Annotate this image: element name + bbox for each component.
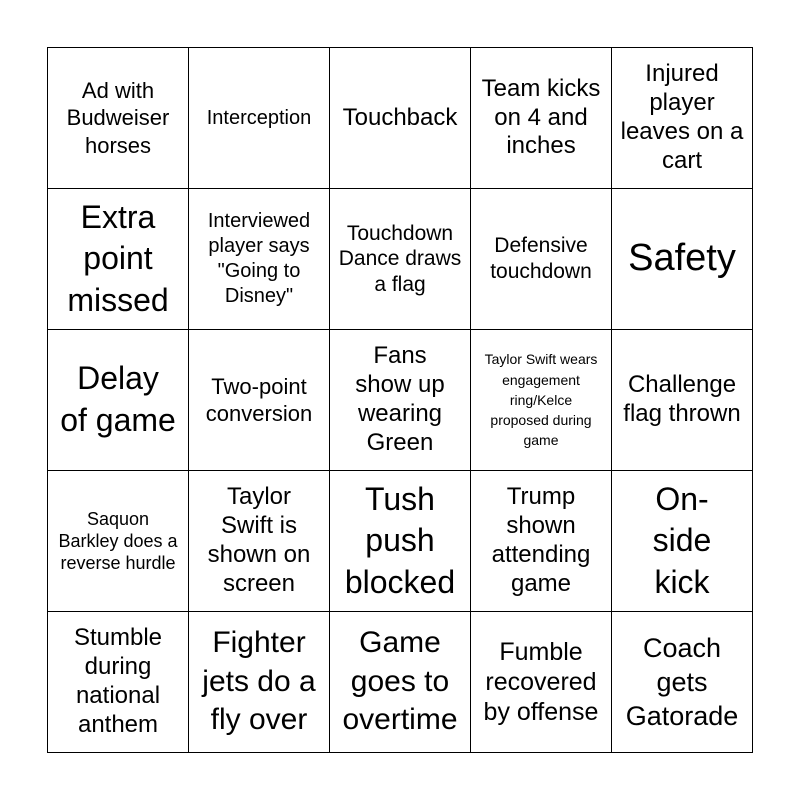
bingo-cell-text: Trump shown attending game xyxy=(491,483,591,597)
bingo-cell-r4c1[interactable] xyxy=(48,471,189,612)
bingo-cell-text: Tush push blocked xyxy=(344,480,456,600)
bingo-cell-text: Injured player leaves on a cart xyxy=(620,60,744,174)
bingo-cell-r2c4[interactable] xyxy=(471,189,612,330)
bingo-cell-text: Taylor Swift is shown on screen xyxy=(207,483,311,597)
bingo-cell-text: Interviewed player says "Going to Disney" xyxy=(207,210,311,307)
bingo-cell-text: Coach gets Gatorade xyxy=(625,632,739,732)
bingo-cell-r4c2[interactable] xyxy=(189,471,330,612)
bingo-cell-text: Game goes to overtime xyxy=(342,626,458,737)
bingo-cell-r1c3[interactable] xyxy=(330,48,471,189)
bingo-cell-text: Fighter jets do a fly over xyxy=(202,626,316,737)
bingo-cell-text: Team kicks on 4 and inches xyxy=(481,74,601,160)
bingo-cell-r2c3[interactable] xyxy=(330,189,471,330)
bingo-cell-text: Extra point missed xyxy=(67,198,169,318)
bingo-cell-r1c4[interactable] xyxy=(471,48,612,189)
bingo-cell-r3c2[interactable] xyxy=(189,330,330,471)
bingo-cell-r2c1[interactable] xyxy=(48,189,189,330)
bingo-cell-text: Stumble during national anthem xyxy=(73,624,163,738)
bingo-cell-r5c4[interactable] xyxy=(471,612,612,753)
bingo-cell-r3c4[interactable] xyxy=(471,330,612,471)
bingo-cell-text: Interception xyxy=(206,106,312,129)
bingo-cell-text: Delay of game xyxy=(60,360,176,438)
bingo-cell-text: Touchdown Dance draws a flag xyxy=(338,221,462,296)
bingo-cell-r4c4[interactable] xyxy=(471,471,612,612)
bingo-cell-text: Taylor Swift wears engagement ring/Kelce proposed during game xyxy=(484,351,598,449)
bingo-cell-text: Saquon Barkley does a reverse hurdle xyxy=(58,508,178,574)
bingo-cell-text: Defensive touchdown xyxy=(490,234,592,283)
bingo-cell-r2c5[interactable] xyxy=(612,189,753,330)
bingo-cell-r5c1[interactable] xyxy=(48,612,189,753)
bingo-cell-text: Fans show up wearing Green xyxy=(355,342,445,456)
bingo-cell-r1c1[interactable] xyxy=(48,48,189,189)
bingo-cell-r5c5[interactable] xyxy=(612,612,753,753)
bingo-cell-r3c3[interactable] xyxy=(330,330,471,471)
bingo-cell-text: Two-point conversion xyxy=(205,373,313,426)
bingo-cell-text: Touchback xyxy=(342,103,458,131)
bingo-cell-r3c5[interactable] xyxy=(612,330,753,471)
bingo-cell-r1c2[interactable] xyxy=(189,48,330,189)
bingo-cell-text: Safety xyxy=(628,237,736,280)
bingo-card xyxy=(47,47,753,753)
bingo-cell-r5c3[interactable] xyxy=(330,612,471,753)
bingo-cell-r4c3[interactable] xyxy=(330,471,471,612)
bingo-cell-r2c2[interactable] xyxy=(189,189,330,330)
bingo-cell-r5c2[interactable] xyxy=(189,612,330,753)
bingo-cell-text: On-side kick xyxy=(652,480,712,600)
bingo-cell-r3c1[interactable] xyxy=(48,330,189,471)
bingo-cell-text: Challenge flag thrown xyxy=(623,371,741,427)
bingo-cell-r1c5[interactable] xyxy=(612,48,753,189)
bingo-cell-r4c5[interactable] xyxy=(612,471,753,612)
bingo-cell-text: Fumble recovered by offense xyxy=(483,638,599,726)
bingo-cell-text: Ad with Budweiser horses xyxy=(66,78,170,158)
